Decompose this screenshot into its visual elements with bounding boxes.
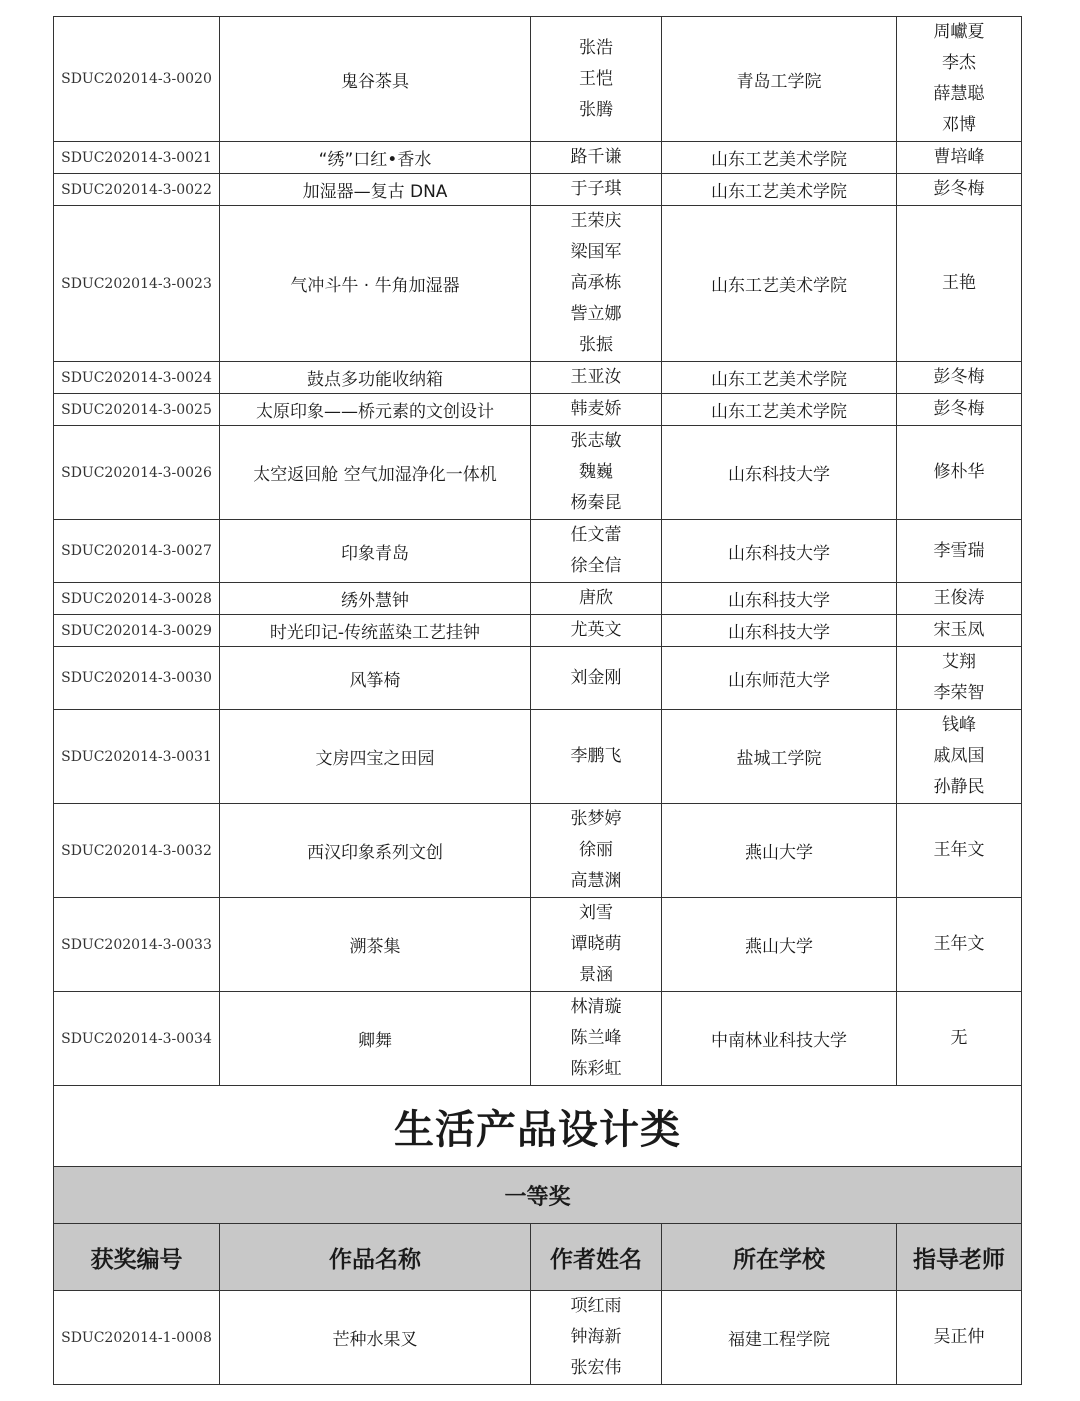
- advisors-name: 曹培峰: [933, 147, 985, 167]
- advisors-cell: [897, 520, 1022, 583]
- authors-name: 刘雪: [579, 903, 613, 923]
- table-row: [54, 426, 1022, 520]
- advisors-cell: [897, 426, 1022, 520]
- authors-name: 张浩: [579, 37, 613, 58]
- authors-name: 韩麦娇: [570, 399, 622, 419]
- advisors-name: 王艳: [942, 273, 976, 293]
- table-row: [54, 1291, 1022, 1385]
- award-id-cell: SDUC202014-3-0030: [54, 647, 220, 710]
- column-header: 所在学校: [662, 1224, 897, 1291]
- work-name-cell: 西汉印象系列文创: [220, 804, 531, 898]
- work-name-cell: 印象青岛: [220, 520, 531, 583]
- school-cell: 山东工艺美术学院: [662, 206, 897, 362]
- advisors-name: 薛慧聪: [933, 84, 985, 104]
- advisors-name: 宋玉凤: [933, 620, 985, 640]
- award-id-cell: SDUC202014-3-0020: [54, 17, 220, 142]
- award-id-cell: SDUC202014-3-0034: [54, 992, 220, 1086]
- award-id-cell: SDUC202014-3-0021: [54, 142, 220, 174]
- advisors-name: 李雪瑞: [933, 540, 985, 561]
- authors-name: 张腾: [579, 99, 613, 120]
- authors-name: 唐欣: [579, 588, 613, 608]
- school-cell: 山东师范大学: [662, 647, 897, 710]
- work-name-cell: 加湿器—复古 DNA: [220, 174, 531, 206]
- authors-name: 刘金刚: [570, 667, 622, 688]
- award-id-cell: SDUC202014-3-0026: [54, 426, 220, 520]
- table-row: [54, 898, 1022, 992]
- authors-name: 谭晓萌: [570, 934, 622, 954]
- authors-name: 王亚汝: [570, 367, 622, 387]
- school-cell: 山东科技大学: [662, 520, 897, 583]
- table-row: [54, 992, 1022, 1086]
- authors-cell: [531, 426, 662, 520]
- authors-name: 王恺: [579, 68, 613, 89]
- award-id-cell: SDUC202014-1-0008: [54, 1291, 220, 1385]
- advisors-name: 李荣智: [933, 683, 985, 703]
- work-name-cell: 芒种水果叉: [220, 1291, 531, 1385]
- table-row: [54, 804, 1022, 898]
- advisors-name: 李杰: [942, 53, 976, 73]
- authors-cell: [531, 898, 662, 992]
- authors-cell: [531, 710, 662, 804]
- advisors-name: 王年文: [933, 934, 985, 954]
- authors-name: 景涵: [579, 965, 613, 985]
- school-cell: 燕山大学: [662, 898, 897, 992]
- table-row: [54, 362, 1022, 394]
- work-name-cell: 鼓点多功能收纳箱: [220, 362, 531, 394]
- table-row: [54, 615, 1022, 647]
- authors-name: 高承栋: [570, 273, 622, 293]
- table-row: [54, 394, 1022, 426]
- work-name-cell: “绣”口红•香水: [220, 142, 531, 174]
- work-name-cell: 太空返回舱 空气加湿净化一体机: [220, 426, 531, 520]
- column-header: 作品名称: [220, 1224, 531, 1291]
- advisors-name: 王年文: [933, 840, 985, 860]
- authors-cell: [531, 1291, 662, 1385]
- advisors-cell: [897, 898, 1022, 992]
- school-cell: 山东科技大学: [662, 426, 897, 520]
- authors-name: 钟海新: [570, 1327, 622, 1347]
- school-cell: 山东科技大学: [662, 615, 897, 647]
- column-header-row: [54, 1224, 1022, 1291]
- work-name-cell: 气冲斗牛 · 牛角加湿器: [220, 206, 531, 362]
- school-cell: 山东科技大学: [662, 583, 897, 615]
- table-row: [54, 710, 1022, 804]
- authors-name: 项红雨: [570, 1296, 622, 1316]
- authors-name: 路千谦: [570, 147, 622, 167]
- advisors-name: 王俊涛: [933, 588, 985, 608]
- award-id-cell: SDUC202014-3-0028: [54, 583, 220, 615]
- table-row: [54, 142, 1022, 174]
- authors-name: 于子琪: [570, 179, 622, 199]
- school-cell: 山东工艺美术学院: [662, 394, 897, 426]
- school-cell: 山东工艺美术学院: [662, 362, 897, 394]
- authors-name: 张宏伟: [570, 1358, 622, 1378]
- section-title: 生活产品设计类: [54, 1086, 1022, 1167]
- table-row: [54, 520, 1022, 583]
- advisors-name: 彭冬梅: [933, 399, 985, 419]
- authors-name: 徐全信: [570, 556, 622, 576]
- authors-name: 张梦婷: [570, 809, 622, 829]
- advisors-cell: [897, 142, 1022, 174]
- advisors-cell: [897, 206, 1022, 362]
- school-cell: 盐城工学院: [662, 710, 897, 804]
- authors-name: 魏巍: [579, 462, 613, 482]
- school-cell: 山东工艺美术学院: [662, 142, 897, 174]
- authors-cell: [531, 174, 662, 206]
- advisors-name: 无: [950, 1028, 968, 1048]
- advisors-name: 彭冬梅: [933, 179, 985, 199]
- award-id-cell: SDUC202014-3-0027: [54, 520, 220, 583]
- column-header: 作者姓名: [531, 1224, 662, 1291]
- award-id-cell: SDUC202014-3-0025: [54, 394, 220, 426]
- authors-name: 林清璇: [570, 997, 622, 1017]
- advisors-name: 吴正仲: [933, 1327, 985, 1347]
- award-id-cell: SDUC202014-3-0022: [54, 174, 220, 206]
- authors-cell: [531, 583, 662, 615]
- award-level-row: [54, 1167, 1022, 1224]
- table-row: [54, 174, 1022, 206]
- column-header: 指导老师: [897, 1224, 1022, 1291]
- award-list-body: [54, 17, 1022, 1385]
- advisors-name: 艾翔: [942, 652, 976, 672]
- authors-cell: [531, 520, 662, 583]
- work-name-cell: 文房四宝之田园: [220, 710, 531, 804]
- advisors-cell: [897, 1291, 1022, 1385]
- authors-cell: [531, 362, 662, 394]
- table-row: [54, 206, 1022, 362]
- authors-cell: [531, 647, 662, 710]
- advisors-name: 彭冬梅: [933, 367, 985, 387]
- work-name-cell: 太原印象——桥元素的文创设计: [220, 394, 531, 426]
- authors-name: 任文蕾: [570, 525, 622, 545]
- advisors-cell: [897, 394, 1022, 426]
- authors-name: 訾立娜: [570, 304, 622, 324]
- authors-cell: [531, 17, 662, 142]
- authors-name: 李鹏飞: [570, 746, 622, 766]
- work-name-cell: 鬼谷茶具: [220, 17, 531, 142]
- authors-name: 高慧渊: [570, 871, 622, 891]
- advisors-cell: [897, 615, 1022, 647]
- award-id-cell: SDUC202014-3-0024: [54, 362, 220, 394]
- column-header: 获奖编号: [54, 1224, 220, 1291]
- award-id-cell: SDUC202014-3-0023: [54, 206, 220, 362]
- award-id-cell: SDUC202014-3-0032: [54, 804, 220, 898]
- advisors-name: 孙静民: [933, 777, 985, 797]
- authors-cell: [531, 615, 662, 647]
- authors-cell: [531, 394, 662, 426]
- authors-name: 杨秦昆: [570, 493, 622, 513]
- work-name-cell: 绣外慧钟: [220, 583, 531, 615]
- authors-name: 尤英文: [570, 620, 622, 640]
- advisors-cell: [897, 992, 1022, 1086]
- advisors-name: 修朴华: [933, 462, 985, 482]
- table-row: [54, 583, 1022, 615]
- table-row: [54, 17, 1022, 142]
- advisors-cell: [897, 710, 1022, 804]
- work-name-cell: 风筝椅: [220, 647, 531, 710]
- authors-name: 陈兰峰: [570, 1028, 622, 1048]
- award-id-cell: SDUC202014-3-0031: [54, 710, 220, 804]
- authors-name: 陈彩虹: [570, 1059, 622, 1079]
- authors-name: 张振: [579, 335, 613, 355]
- school-cell: 燕山大学: [662, 804, 897, 898]
- work-name-cell: 溯茶集: [220, 898, 531, 992]
- authors-cell: [531, 142, 662, 174]
- section-title-row: [54, 1086, 1022, 1167]
- authors-name: 张志敏: [570, 431, 622, 451]
- authors-name: 梁国军: [570, 242, 622, 262]
- school-cell: 中南林业科技大学: [662, 992, 897, 1086]
- advisors-cell: [897, 647, 1022, 710]
- advisors-cell: [897, 583, 1022, 615]
- advisors-name: 周巘夏: [933, 22, 985, 42]
- advisors-name: 邓博: [942, 115, 976, 135]
- work-name-cell: 卿舞: [220, 992, 531, 1086]
- advisors-cell: [897, 174, 1022, 206]
- table-row: [54, 647, 1022, 710]
- school-cell: 山东工艺美术学院: [662, 174, 897, 206]
- advisors-cell: [897, 362, 1022, 394]
- advisors-name: 钱峰: [942, 715, 976, 735]
- award-id-cell: SDUC202014-3-0029: [54, 615, 220, 647]
- authors-cell: [531, 206, 662, 362]
- authors-name: 徐丽: [579, 840, 613, 860]
- school-cell: 福建工程学院: [662, 1291, 897, 1385]
- advisors-cell: [897, 17, 1022, 142]
- advisors-name: 戚凤国: [933, 746, 985, 766]
- authors-cell: [531, 992, 662, 1086]
- award-list-table: [53, 16, 1022, 1385]
- authors-name: 王荣庆: [570, 211, 622, 231]
- work-name-cell: 时光印记-传统蓝染工艺挂钟: [220, 615, 531, 647]
- advisors-cell: [897, 804, 1022, 898]
- award-level: 一等奖: [54, 1167, 1022, 1224]
- school-cell: 青岛工学院: [662, 17, 897, 142]
- authors-cell: [531, 804, 662, 898]
- award-id-cell: SDUC202014-3-0033: [54, 898, 220, 992]
